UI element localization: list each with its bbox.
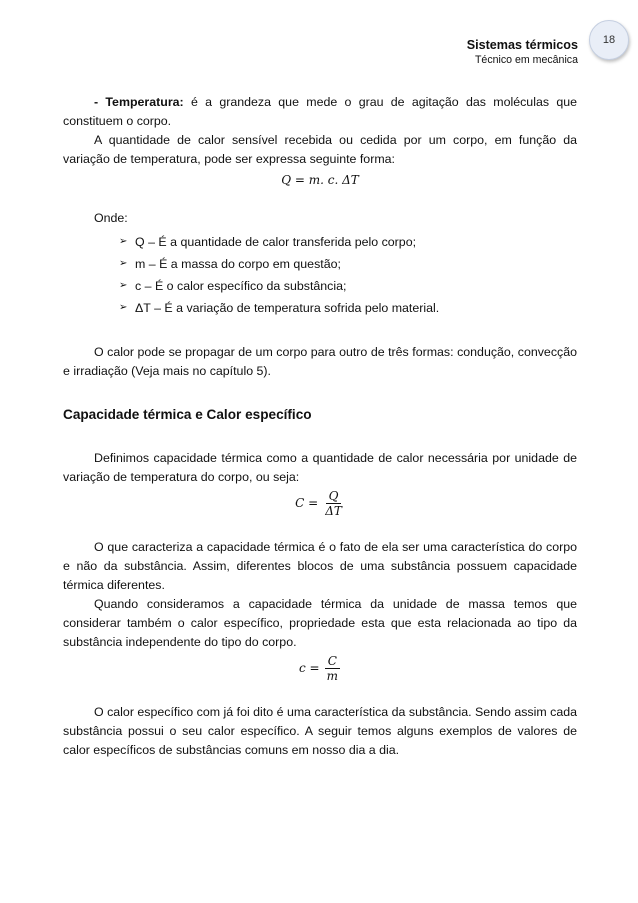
specific-heat-paragraph: O calor específico com já foi dito é uma característica da substância. Sendo assim cada substância possui o seu calor específico. A seguir temos alguns exemplos de valores de calor específicos de substâncias comuns em nosso dia a dia. bbox=[63, 705, 577, 757]
quantity-paragraph: A quantidade de calor sensível recebida ou cedida por um corpo, em função da variação de temperatura, pode ser expressa seguinte forma: bbox=[63, 133, 577, 166]
header-subtitle: Técnico em mecânica bbox=[474, 54, 578, 66]
page-content bbox=[63, 93, 577, 760]
characteristic-paragraph: O que caracteriza a capacidade térmica é o fato de ela ser uma característica do corpo e não da substância. Assim, diferentes blocos de uma substância possuem capacidade térmica diferentes. bbox=[63, 540, 577, 592]
section-title: Capacidade térmica e Calor específico bbox=[63, 407, 312, 422]
propagation-paragraph: O calor pode se propagar de um corpo para outro de três formas: condução, convecção e irradiação (Veja mais no capítulo 5). bbox=[63, 345, 577, 378]
page-header bbox=[467, 37, 578, 67]
onde-label: Onde: bbox=[94, 211, 128, 225]
list-item: ➢ c – É o calor específico da substância; bbox=[119, 275, 577, 297]
temperature-paragraph bbox=[63, 93, 577, 131]
list-item: ➢ ΔT – É a variação de temperatura sofrida pelo material. bbox=[119, 297, 577, 319]
list-item: ➢ m – É a massa do corpo em questão; bbox=[119, 253, 577, 275]
arrow-bullet-icon: ➢ bbox=[119, 236, 128, 247]
heat-formula: Q = m. c. ΔT bbox=[281, 173, 359, 187]
mass-paragraph: Quando consideramos a capacidade térmica da unidade de massa temos que considerar também o calor específico, propriedade esta que esta relacionada ao tipo da substância independente do tipo do corpo. bbox=[63, 597, 577, 649]
variable-list bbox=[63, 231, 577, 319]
temperature-term: - Temperatura: bbox=[94, 95, 184, 109]
page-number-badge: 18 bbox=[589, 20, 629, 60]
specific-heat-formula: c = $\frac{C}{m}$ bbox=[299, 654, 338, 683]
arrow-bullet-icon: ➢ bbox=[119, 258, 128, 269]
arrow-bullet-icon: ➢ bbox=[119, 302, 128, 313]
temperature-definition: é a grandeza que mede o grau de agitação das moléculas que constituem o corpo. bbox=[63, 95, 577, 128]
definition-paragraph: Definimos capacidade térmica como a quantidade de calor necessária por unidade de variação de temperatura do corpo, ou seja: bbox=[63, 451, 577, 484]
header-title: Sistemas térmicos bbox=[466, 38, 578, 52]
arrow-bullet-icon: ➢ bbox=[119, 280, 128, 291]
thermal-capacity-formula: C = $\frac{Q}{\Delta T}$ bbox=[295, 489, 342, 518]
list-item: ➢ Q – É a quantidade de calor transferida pelo corpo; bbox=[119, 231, 577, 253]
